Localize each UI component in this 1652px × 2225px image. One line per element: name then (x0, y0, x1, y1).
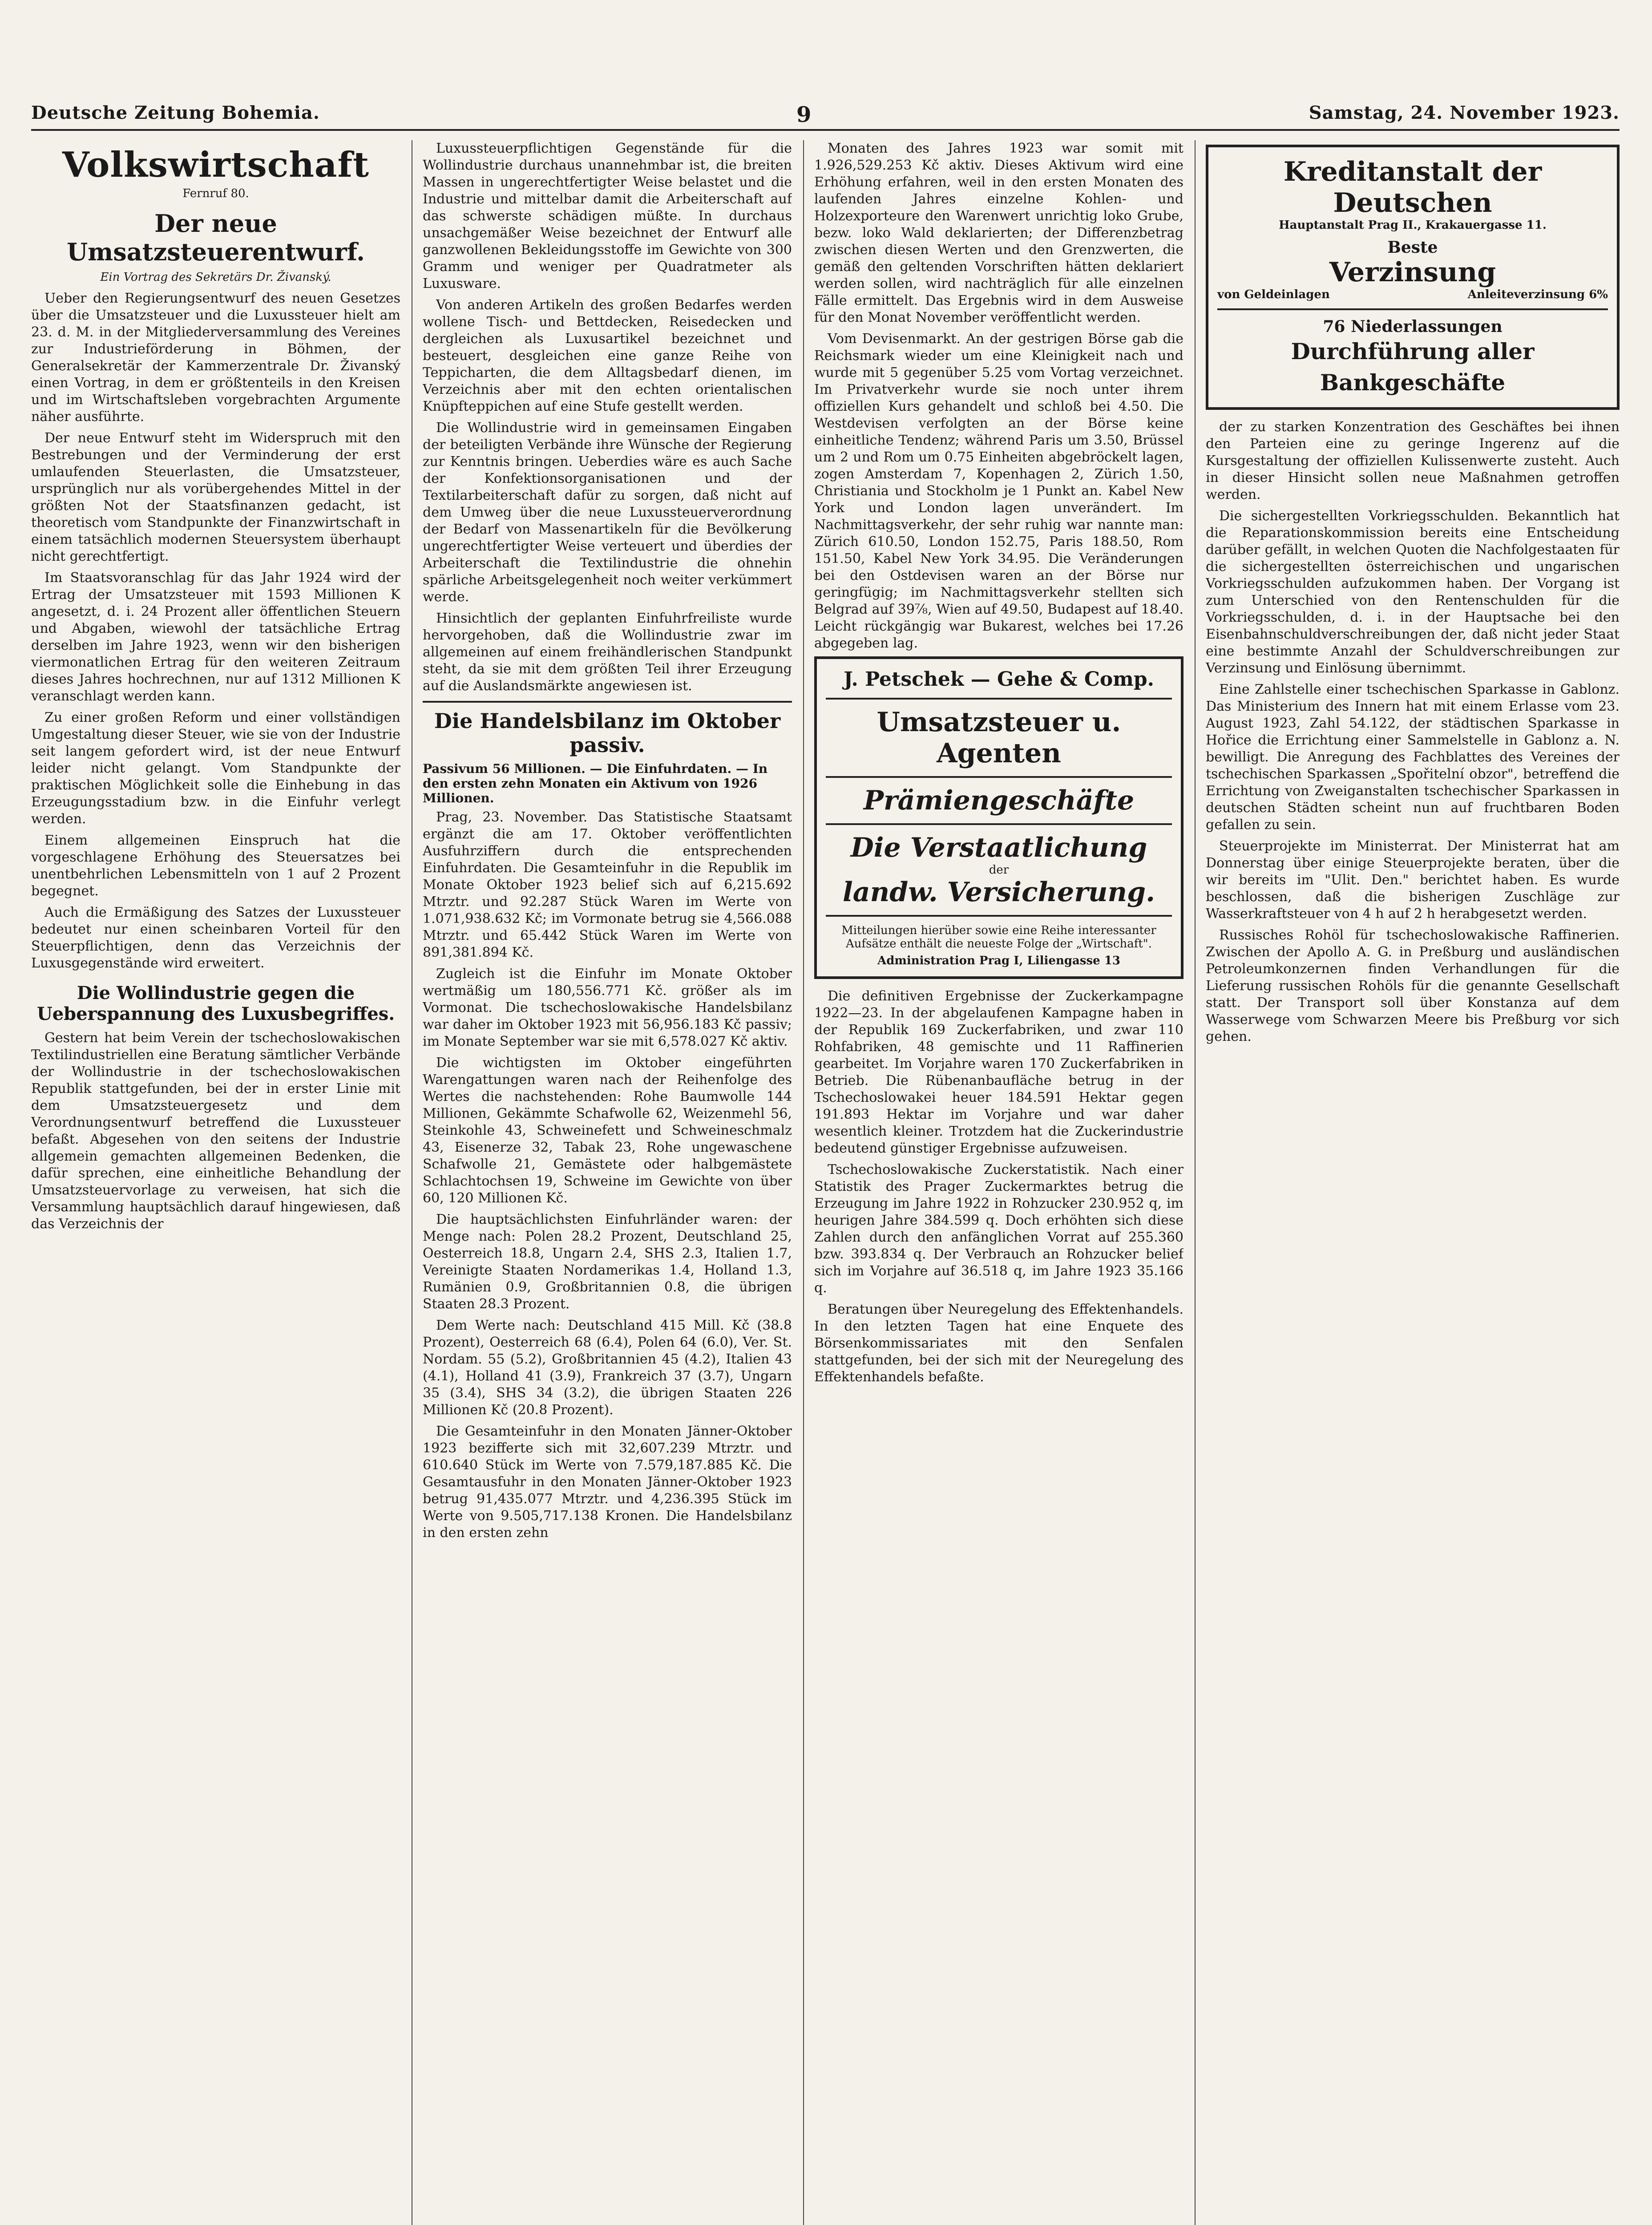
bank-services: Durchführung aller Bankgeschäfte (1291, 338, 1535, 396)
bank-branches: 76 Niederlassungen (1323, 317, 1503, 336)
bank-deposit-right: Anleiteverzinsung 6% (1467, 288, 1608, 301)
bank-title: Kreditanstalt der Deutschen (1283, 156, 1542, 218)
article-rule (423, 701, 792, 703)
paragraph: Monaten des Jahres 1923 war somit mit 1.926,529.253 Kč aktiv. Dieses Aktivum wird eine Erhöhung erfahren, weil in den ersten Monaten des laufenden Jahres einzelne Kohlen- und Holzexporteure den Warenwert unrichtig loko Grube, bezw. loko Wald deklarierten; der Differenzbetrag zwischen diesen Werten und den Grenzwerten, die gemäß den geltenden Vorschriften hätten deklariert werden sollen, wird nachträglich für alle einzelnen Fälle ermittelt. Das Ergebnis wird in dem Ausweise für den Monat November veröffentlicht werden. (814, 141, 1183, 325)
paragraph: Hinsichtlich der geplanten Einfuhrfreiliste wurde hervorgehoben, daß die Wollindustrie zwar im allgemeinen auf einem freihändlerischen Standpunkt steht, da sie mit dem größten Teil ihrer Erzeugung auf die Auslandsmärkte angewiesen ist. (423, 611, 792, 694)
article-title: Der neue Umsatzsteuerentwurf. (67, 209, 365, 266)
ad-firm: J. Petschek — Gehe & Comp. (844, 668, 1154, 691)
column-divider (1195, 140, 1196, 2225)
advertisement-bank (1206, 145, 1620, 410)
newspaper-page (31, 18, 1620, 2225)
ad-line: der (989, 863, 1009, 877)
article-byline: Ein Vortrag des Sekretärs Dr. Živanský. (100, 271, 331, 284)
column-3 (814, 140, 1183, 2225)
paragraph: Prag, 23. November. Das Statistische Staatsamt ergänzt die am 17. Oktober veröffentlichten Ausfuhrziffern durch die entsprechenden Einfuhrdaten. Die Gesamteinfuhr in die Republik im Monate Oktober 1923 belief sich auf 6,215.692 Mtrztr. und 92.287 Stück Waren im Werte von 1.071,938.632 Kč; im Vormonate betrug sie 4,566.088 Mtrztr. und 65.442 Stück Waren im Werte von 891,381.894 Kč. (423, 809, 792, 960)
paragraph: Die definitiven Ergebnisse der Zuckerkampagne 1922—23. In der abgelaufenen Kampagne haben in der Republik 169 Zuckerfabriken, und zwar 110 Rohfabriken, 48 gemischte und 11 Raffinerien gearbeitet. Im Vorjahre waren 170 Zuckerfabriken in Betrieb. Die Rübenanbaufläche betrug in der Tschechoslowakei heuer 184.591 Hektar gegen 191.893 Hektar im Vorjahre und war daher wesentlich kleiner. Trotzdem hat die Zuckerindustrie bedeutend günstiger Ergebnisse aufzuweisen. (814, 988, 1183, 1156)
article-lead: Passivum 56 Millionen. — Die Einfuhrdaten. — In den ersten zehn Monaten ein Aktivum von 1926 Millionen. (423, 761, 768, 805)
paragraph: Die wichtigsten im Oktober eingeführten Warengattungen waren nach der Reihenfolge des Wertes die nachstehenden: Rohe Baumwolle 144 Millionen, Gekämmte Schafwolle 62, Weizenmehl 56, Steinkohle 43, Schweinefett und Schweineschmalz 43, Eisenerze 32, Tabak 23, Rohe ungewaschene Schafwolle 21, Gemästete oder halbgemästete Schlachtochsen 19, Schweine im Gewichte von über 60, 120 Millionen Kč. (423, 1055, 792, 1206)
page-number: 9 (796, 102, 812, 127)
paragraph: Auch die Ermäßigung des Satzes der Luxussteuer bedeutet nur einen scheinbaren Vorteil für den Steuerpflichtigen, denn das Verzeichnis der Luxusgegenstände wird erweitert. (31, 905, 400, 971)
bank-beste: Beste (1387, 238, 1438, 257)
ad-line: Prämiengeschäfte (863, 785, 1135, 816)
paragraph: Luxussteuerpflichtigen Gegenstände für die Wollindustrie durchaus unannehmbar ist, die breiten Massen in ungerechtfertigter Weise belastet und die Industrie und mittelbar damit die Arbeiterschaft auf das schwerste schädigen müßte. In durchaus unsachgemäßer Weise bezeichnet der Entwurf alle ganzwollenen Bekleidungsstoffe im Gewichte von 300 Gramm und weniger per Quadratmeter als Luxusware. (423, 141, 792, 291)
paragraph: Beratungen über Neuregelung des Effektenhandels. In den letzten Tagen hat eine Enquete des Börsenkommissariates mit den Senfalen stattgefunden, bei der sich mit der Neuregelung des Effektenhandels befaßte. (814, 1302, 1183, 1385)
paragraph: Die hauptsächlichsten Einfuhrländer waren: der Menge nach: Polen 28.2 Prozent, Deutschland 25, Oesterreich 18.8, Ungarn 2.4, SHS 2.3, Italien 1.7, Vereinigte Staaten Nordamerikas 1.4, Holland 1.3, Rumänien 0.9, Großbritannien 0.8, die übrigen Staaten 28.3 Prozent. (423, 1212, 792, 1312)
paragraph: der zu starken Konzentration des Geschäftes bei ihnen den Parteien eine zu geringe Ingerenz auf die Kursgestaltung der offiziellen Kulissenwerte zusteht. Auch in dieser Hinsicht sollen neue Maßnahmen getroffen werden. (1206, 419, 1620, 502)
masthead (31, 18, 1620, 134)
ad-line: landw. Versicherung. (842, 877, 1155, 908)
article-title: Die Wollindustrie gegen die Ueberspannung des Luxusbegriffes. (36, 983, 395, 1024)
paragraph: Ueber den Regierungsentwurf des neuen Gesetzes über die Umsatzsteuer und die Luxussteuer hielt am 23. d. M. in der Mitgliederversammlung des Vereines zur Industrieförderung in Böhmen, der Generalsekretär der Kammerzentrale Dr. Živanský einen Vortrag, in dem er größtenteils in den Kreisen und im Wirtschaftsleben vorgebrachten Argumente näher ausführte. (31, 291, 400, 425)
masthead-rule (31, 129, 1620, 131)
paragraph: Tschechoslowakische Zuckerstatistik. Nach einer Statistik des Prager Zuckermarktes betrug die Erzeugung im Jahre 1922 in Rohzucker 230.952 q, im heurigen Jahre 384.599 q. Doch erhöhten sich diese Zahlen durch den anfänglichen Vorrat auf 255.360 bzw. 393.834 q. Der Verbrauch an Rohzucker belief sich im Vorjahre auf 36.518 q, im Jahre 1923 35.166 q. (814, 1162, 1183, 1296)
paragraph: Gestern hat beim Verein der tschechoslowakischen Textilindustriellen eine Beratung sämtlicher Verbände der Wollindustrie in der tschechoslowakischen Republik stattgefunden, bei der in erster Linie mit dem Umsatzsteuergesetz und dem Verordnungsentwurf betreffend die Luxussteuer befaßt. Abgesehen von den seitens der Industrie allgemein gemachten allgemeinen Bedenken, die dafür sprechen, eine einheitliche Behandlung der Umsatzsteuervorlage zu verweisen, hat sich die Versammlung hauptsächlich darauf hingewiesen, daß das Verzeichnis der (31, 1030, 400, 1232)
paragraph: Die Gesamteinfuhr in den Monaten Jänner-Oktober 1923 bezifferte sich mit 32,607.239 Mtrztr. und 610.640 Stück im Werte von 7.579,187.885 Kč. Die Gesamtausfuhr in den Monaten Jänner-Oktober 1923 betrug 91,435.077 Mtrztr. und 4,236.395 Stück im Werte von 9.505,717.138 Kronen. Die Handelsbilanz in den ersten zehn (423, 1424, 792, 1541)
paragraph: Der neue Entwurf steht im Widerspruch mit den Bestrebungen und der Verminderung der erst umlaufenden Steuerlasten, die Umsatzsteuer, ursprünglich nur als vorübergehendes Mittel in der größten Not der Staatsfinanzen gedacht, ist theoretisch vom Standpunkte der Finanzwirtschaft in einem tatsächlich modernen Steuersystem überhaupt nicht gerechtfertigt. (31, 430, 400, 564)
paragraph: Vom Devisenmarkt. An der gestrigen Börse gab die Reichsmark wieder um eine Kleinigkeit nach und wurde mit 5 gegenüber 5.25 vom Vortag verzeichnet. Im Privatverkehr wurde sie noch unter ihrem offiziellen Kurs gehandelt und schloß bei 4.50. Die Westdevisen verfolgten an der Börse keine einheitliche Tendenz; während Paris um 3.50, Brüssel um 2 und Rom um 0.75 Einheiten abgebröckelt lagen, zogen Amsterdam 7, Kopenhagen 2, Zürich 1.50, Christiania und Stockholm je 1 Punkt an. Kabel New York und London lagen unverändert. Im Nachmittagsverkehr, der sehr ruhig war nannte man: Zürich 610.50, London 152.75, Paris 188.50, Rom 151.50, Kabel New York 34.95. Die Veränderungen bei den Ostdevisen waren an der Börse nur geringfügig; im Nachmittagsverkehr stellten sich Belgrad auf 39⅞, Wien auf 49.50, Budapest auf 18.40. Leicht rückgängig war Bukarest, welches bei 17.26 abgegeben lag. (814, 331, 1183, 651)
column-2 (423, 140, 792, 2225)
paragraph: Zu einer großen Reform und einer vollständigen Umgestaltung dieser Steuer, wie sie von der Industrie seit langem gefordert wird, ist der neue Entwurf leider nicht gelangt. Vom Standpunkte der praktischen Möglichkeit solle die Einhebung in das Erzeugungsstadium bzw. in die Einfuhr verlegt werden. (31, 710, 400, 827)
paragraph: Von anderen Artikeln des großen Bedarfes werden wollene Tisch- und Bettdecken, Reisedecken und dergleichen als Luxusartikel bezeichnet und besteuert, desgleichen eine ganze Reihe von Teppicharten, die dem Alltagsbedarf dienen, im Verzeichnis aber mit den echten orientalischen Knüpfteppichen auf eine Stufe gestellt werden. (423, 297, 792, 414)
paragraph: Die sichergestellten Vorkriegsschulden. Bekanntlich hat die Reparationskommission bereits eine Entscheidung darüber gefällt, in welchen Quoten die Nachfolgestaaten für die sichergestellten österreichischen und ungarischen Vorkriegsschulden aufzukommen haben. Der Vorgang ist zum Unterschied von den Rentenschulden für die Vorkriegsschulden, d. i. in der Hauptsache bei den Eisenbahnschuldverschreibungen der, daß nicht jeder Staat eine bestimmte Anzahl der Schuldverschreibungen zur Verzinsung und Einlösung übernimmt. (1206, 508, 1620, 676)
ad-note: Mitteilungen hierüber sowie eine Reihe interessanter Aufsätze enthält die neueste Folge der „Wirtschaft". (841, 924, 1156, 951)
column-1 (31, 140, 400, 2225)
ad-line: Umsatzsteuer u. Agenten (876, 707, 1121, 769)
ad-line: Die Verstaatlichung (850, 832, 1147, 863)
bank-address: Hauptanstalt Prag II., Krakauergasse 11. (1279, 218, 1547, 232)
bank-verzinsung: Verzinsung (1329, 257, 1496, 288)
paragraph: Eine Zahlstelle einer tschechischen Sparkasse in Gablonz. Das Ministerium des Innern hat mit einem Erlasse vom 23. August 1923, Zahl 54.122, der städtischen Sparkasse in Hořice die Errichtung einer Sammelstelle in Gablonz a. N. bewilligt. Die Anregung des Fachblattes des Vereines der tschechischen Sparkassen „Spořitelní obzor", betreffend die Errichtung von Zweiganstalten tschechischer Sparkassen in deutschen Städten scheint nun auf fruchtbaren Boden gefallen zu sein. (1206, 682, 1620, 833)
section-phone: Fernruf 80. (182, 187, 249, 200)
article-title: Die Handelsbilanz im Oktober passiv. (434, 709, 781, 757)
column-4 (1206, 140, 1620, 2225)
paragraph: Steuerprojekte im Ministerrat. Der Ministerrat hat am Donnerstag über einige Steuerprojekte beraten, über die wir bereits im "Ulit. Den." berichtet haben. Es wurde beschlossen, daß die bisherigen Zuschläge zur Wasserkraftsteuer von 4 h auf 2 h herabgesetzt werden. (1206, 838, 1620, 922)
paragraph: Zugleich ist die Einfuhr im Monate Oktober wertmäßig um 180,556.771 Kč. größer als im Vormonat. Die tschechoslowakische Handelsbilanz war daher im Oktober 1923 mit 56,956.183 Kč passiv; im Monate September war sie mit 6,578.027 Kč aktiv. (423, 966, 792, 1049)
issue-date: Samstag, 24. November 1923. (1309, 102, 1620, 123)
paper-name: Deutsche Zeitung Bohemia. (31, 102, 320, 123)
paragraph: Im Staatsvoranschlag für das Jahr 1924 wird der Ertrag der Umsatzsteuer mit 1593 Millionen K angesetzt, d. i. 24 Prozent aller öffentlichen Steuern und Abgaben, wiewohl der tatsächliche Ertrag derselben im Jahre 1923, wenn wir den bisherigen viermonatlichen Ertrag für den weiteren Zeitraum dieses Jahres hochrechnen, nur auf 1312 Millionen K veranschlagt werden kann. (31, 570, 400, 704)
paragraph: Einem allgemeinen Einspruch hat die vorgeschlagene Erhöhung des Steuersatzes bei unentbehrlichen Lebensmitteln von 1 auf 2 Prozent begegnet. (31, 833, 400, 899)
paragraph: Die Wollindustrie wird in gemeinsamen Eingaben der beteiligten Verbände ihre Wünsche der Regierung zur Kenntnis bringen. Ueberdies wäre es auch Sache der Konfektionsorganisationen und der Textilarbeiterschaft dafür zu sorgen, daß nicht auf dem Umweg über die neue Luxussteuerverordnung der Bedarf von Massenartikeln für die Bevölkerung ungerechtfertigter Weise verteuert und überdies der Arbeiterschaft die Textilindustrie die ohnehin spärliche Arbeitsgelegenheit noch weiter verkümmert werde. (423, 420, 792, 605)
ad-admin: Administration Prag I, Liliengasse 13 (877, 954, 1120, 967)
bank-deposit-left: von Geldeinlagen (1217, 288, 1330, 301)
column-divider (803, 140, 804, 2225)
bank-deposit-row (1217, 288, 1608, 301)
paragraph: Dem Werte nach: Deutschland 415 Mill. Kč (38.8 Prozent), Oesterreich 68 (6.4), Polen 64 (6.0), Ver. St. Nordam. 55 (5.2), Großbritannien 45 (4.2), Italien 43 (4.1), Holland 41 (3.9), Frankreich 37 (3.7), Ungarn 35 (3.4), SHS 34 (3.2), die übrigen Staaten 226 Millionen Kč (20.8 Prozent). (423, 1318, 792, 1418)
advertisement-petschek (814, 656, 1183, 979)
section-title: Volkswirtschaft (62, 145, 370, 185)
paragraph: Russisches Rohöl für tschechoslowakische Raffinerien. Zwischen der Apollo A. G. in Preßburg und ausländischen Petroleumkonzernen finden Verhandlungen für die Lieferung russischen Rohöls für die genannte Gesellschaft statt. Der Transport soll über Konstanza auf dem Wasserwege vom Schwarzen Meere bis Preßburg vor sich gehen. (1206, 927, 1620, 1044)
